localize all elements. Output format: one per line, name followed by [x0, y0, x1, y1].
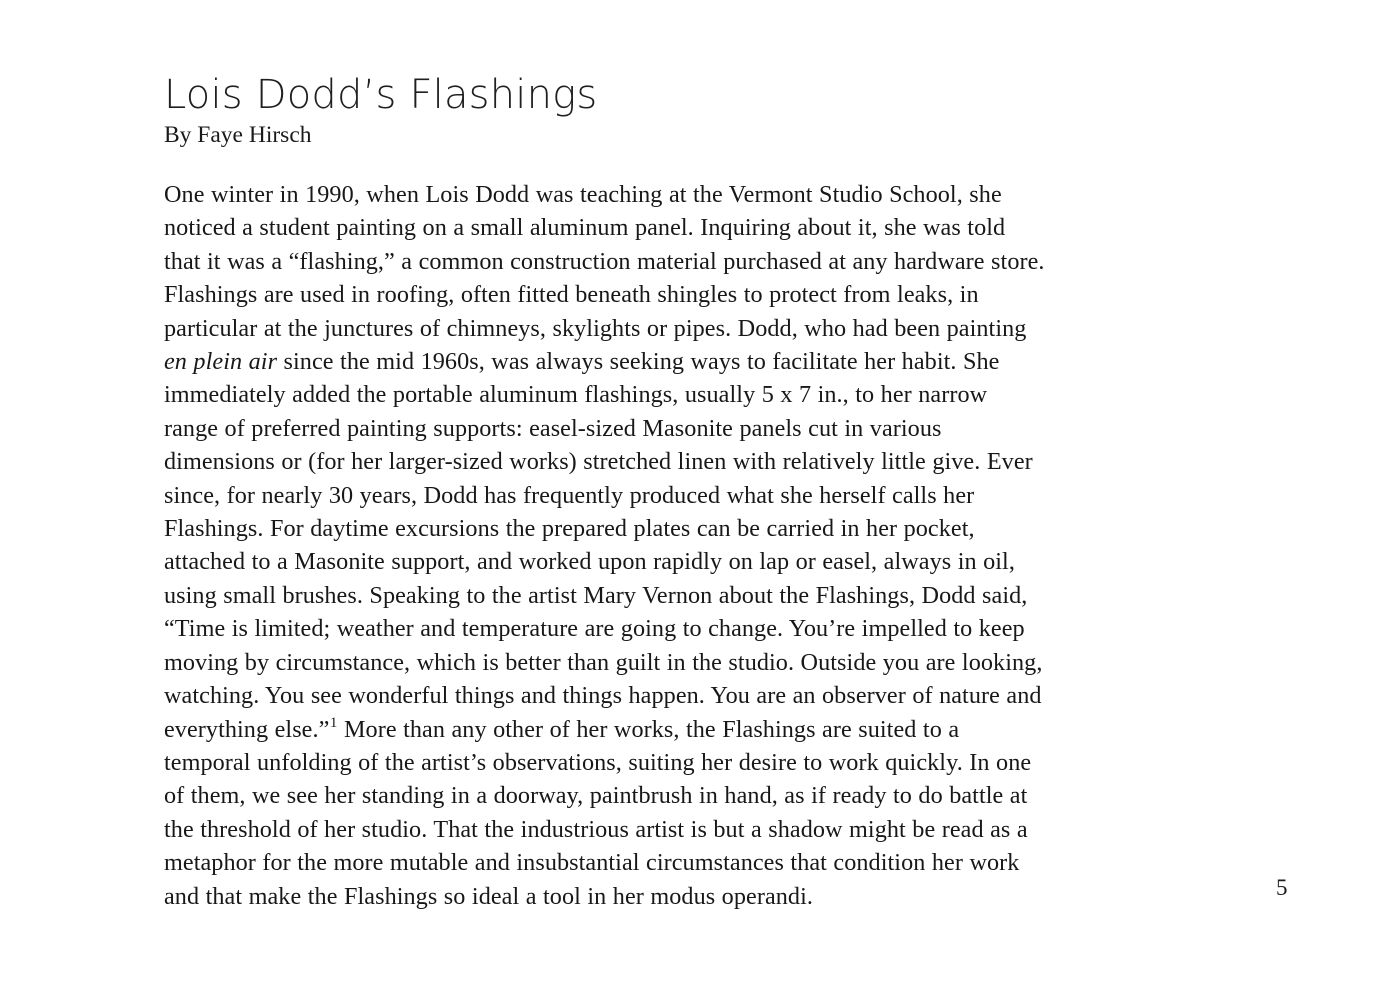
- article-header: [164, 74, 1064, 151]
- body-text-run: More than any other of her works, the Flashings are suited to a temporal unfolding of the artist’s observations, suiting her desire to work quickly. In one of them, we see her standing in a doorway, paintbrush in hand, as if ready to do battle at the threshold of her studio. That the industrious artist is but a shadow might be read as a metaphor for the more mutable and insubstantial circumstances that condition her work and that make the Flashings so ideal a tool in her modus operandi.: [164, 715, 1032, 910]
- page-number-folio: 5: [1276, 875, 1288, 900]
- article-byline: By Faye Hirsch: [164, 122, 312, 149]
- article-body: [164, 178, 1046, 913]
- body-paragraph: [164, 178, 1046, 913]
- page-title: Lois Dodd’s Flashings: [164, 72, 598, 118]
- italic-phrase: en plein air: [164, 348, 278, 376]
- body-text-run: since the mid 1960s, was always seeking ways to facilitate her habit. She immediately added the portable aluminum flashings, usually 5 x 7 in., to her narrow range of preferred painting supports: easel-sized Masonite panels cut in various dimensions or (for her larger-sized works) stretched linen with relatively little give. Ever since, for nearly 30 years, Dodd has frequently produced what she herself calls her Flashings. For daytime excursions the prepared plates can be carried in her pocket, attached to a Masonite support, and worked upon rapidly on lap or easel, always in oil, using small brushes. Speaking to the artist Mary Vernon about the Flashings, Dodd said, “Time is limited; weather and temperature are going to change. You’re impelled to keep moving by circumstance, which is better than guilt in the studio. Outside you are looking, watching. You see wonderful things and things happen. You are an observer of nature and everything else.”: [164, 348, 1043, 743]
- footnote-reference-marker: 1: [329, 715, 338, 732]
- body-text-run: One winter in 1990, when Lois Dodd was teaching at the Vermont Studio School, she noticed a student painting on a small aluminum panel. Inquiring about it, she was told that it was a “flashing,” a common construction material purchased at any hardware store. Flashings are used in roofing, often fitted beneath shingles to protect from leaks, in particular at the junctures of chimneys, skylights or pipes. Dodd, who had been painting: [164, 181, 1045, 342]
